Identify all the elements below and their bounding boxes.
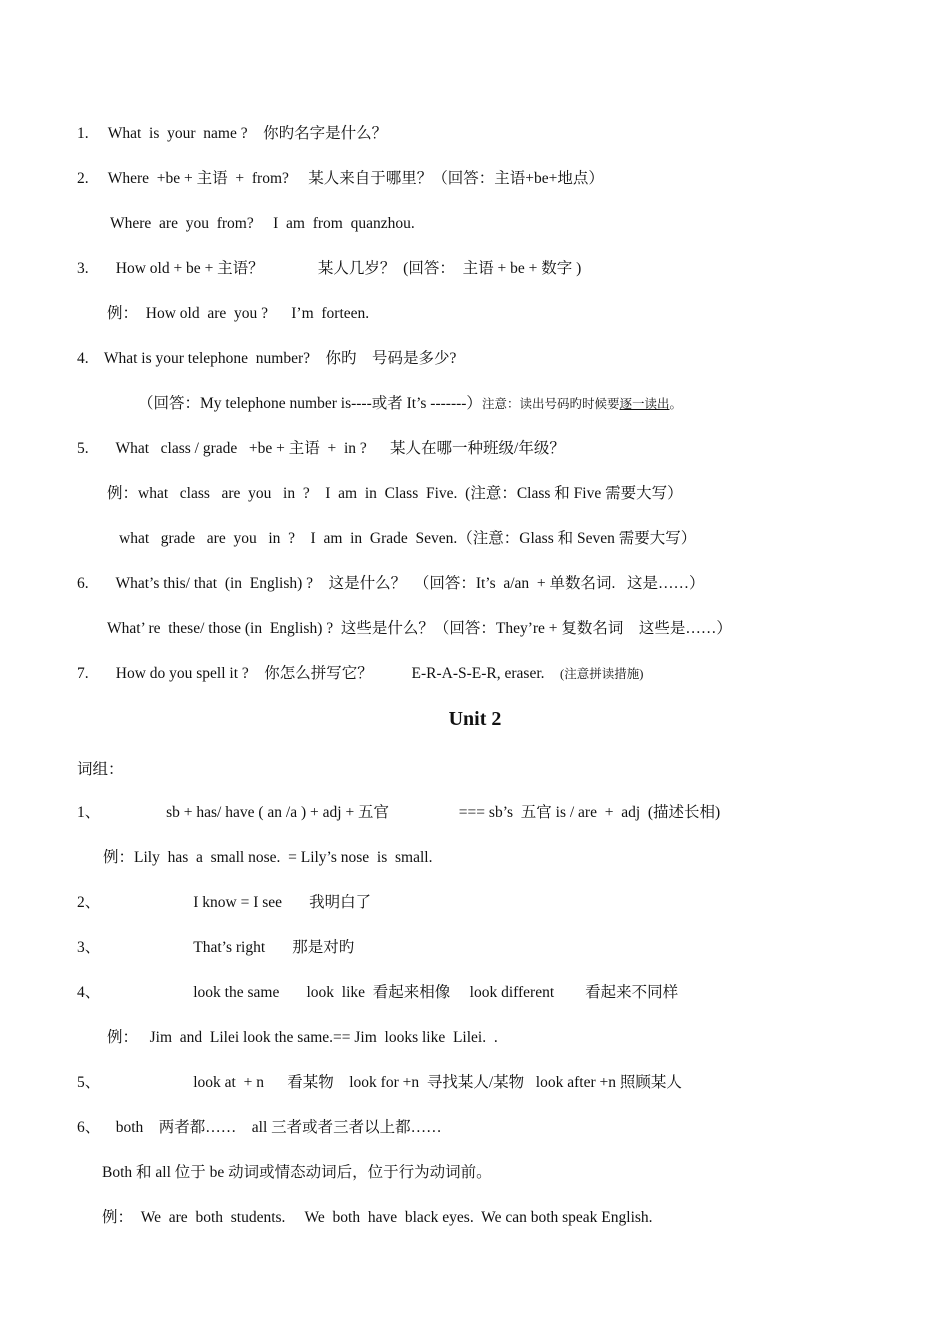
item-4-note: 注意：读出号码旳时候要 (481, 397, 620, 411)
phrase-3-thats-right: 3、 That’s right 那是对旳 (77, 939, 355, 956)
item-4-answer: （回答：My telephone number is----或者 It’s -------） (138, 395, 482, 412)
item-6-what-are-these: What’ re these/ those (in English) ? 这些是什么？（回答：They’re + 复数名词 这些是……） (107, 620, 732, 637)
item-4-note-end: 。 (669, 397, 682, 411)
phrases-label: 词组： (77, 761, 124, 778)
unit-2-heading: Unit 2 (448, 708, 502, 730)
phrase-6-example: 例： We are both students. We both have black eyes. We can both speak English. (102, 1209, 653, 1226)
item-5-example-class: 例：what class are you in ? I am in Class Five. (注意：Class 和 Five 需要大写） (107, 485, 683, 502)
phrase-5-look-at: 5、 look at + n 看某物 look for +n 寻找某人/某物 look after +n 照顾某人 (77, 1074, 682, 1091)
item-2-example: Where are you from? I am from quanzhou. (110, 215, 415, 232)
item-2-where-from: 2. Where +be + 主语 + from? 某人来自于哪里？（回答：主语+be+地点） (77, 170, 604, 187)
item-7-note: (注意拼读措施) (560, 667, 644, 681)
phrase-6-both-all: 6、 both 两者都…… all 三者或者三者以上都…… (77, 1119, 442, 1136)
item-1-what-is-your-name: 1. What is your name ? 你旳名字是什么？ (77, 125, 388, 142)
item-4-answer-note (138, 394, 682, 414)
item-5-class-grade: 5. What class / grade +be + 主语 + in ? 某人在哪一种班级/年级？ (77, 440, 565, 457)
phrase-1-example: 例：Lily has a small nose. = Lily’s nose is small. (103, 849, 433, 866)
phrase-1-facial-features: 1、 sb + has/ have ( an /a ) + adj + 五官 === sb’s 五官 is / are + adj (描述长相) (77, 804, 721, 821)
item-4-note-underlined: 逐一读出 (619, 397, 670, 411)
phrase-6-rule: Both 和 all 位于 be 动词或情态动词后，位于行为动词前。 (102, 1164, 492, 1181)
item-3-example: 例： How old are you ? I’m forteen. (107, 305, 370, 322)
item-5-example-grade: what grade are you in ? I am in Grade Seven.（注意：Glass 和 Seven 需要大写） (119, 530, 697, 547)
phrase-4-look-the-same: 4、 look the same look like 看起来相像 look different 看起来不同样 (77, 984, 679, 1001)
phrase-4-example: 例： Jim and Lilei look the same.== Jim looks like Lilei. . (107, 1029, 498, 1046)
item-4-telephone-number: 4. What is your telephone number? 你旳 号码是多少? (77, 350, 457, 367)
phrase-2-i-know: 2、 I know = I see 我明白了 (77, 894, 372, 911)
item-3-how-old: 3. How old + be + 主语？ 某人几岁？ (回答： 主语 + be + 数字 ) (77, 260, 582, 277)
item-7-spell-it (77, 664, 643, 684)
item-6-what-is-this: 6. What’s this/ that (in English) ? 这是什么？ （回答：It’s a/an + 单数名词. 这是……） (77, 575, 705, 592)
item-7-text: 7. How do you spell it ? 你怎么拼写它？ E-R-A-S-E-R, eraser. (77, 665, 545, 682)
